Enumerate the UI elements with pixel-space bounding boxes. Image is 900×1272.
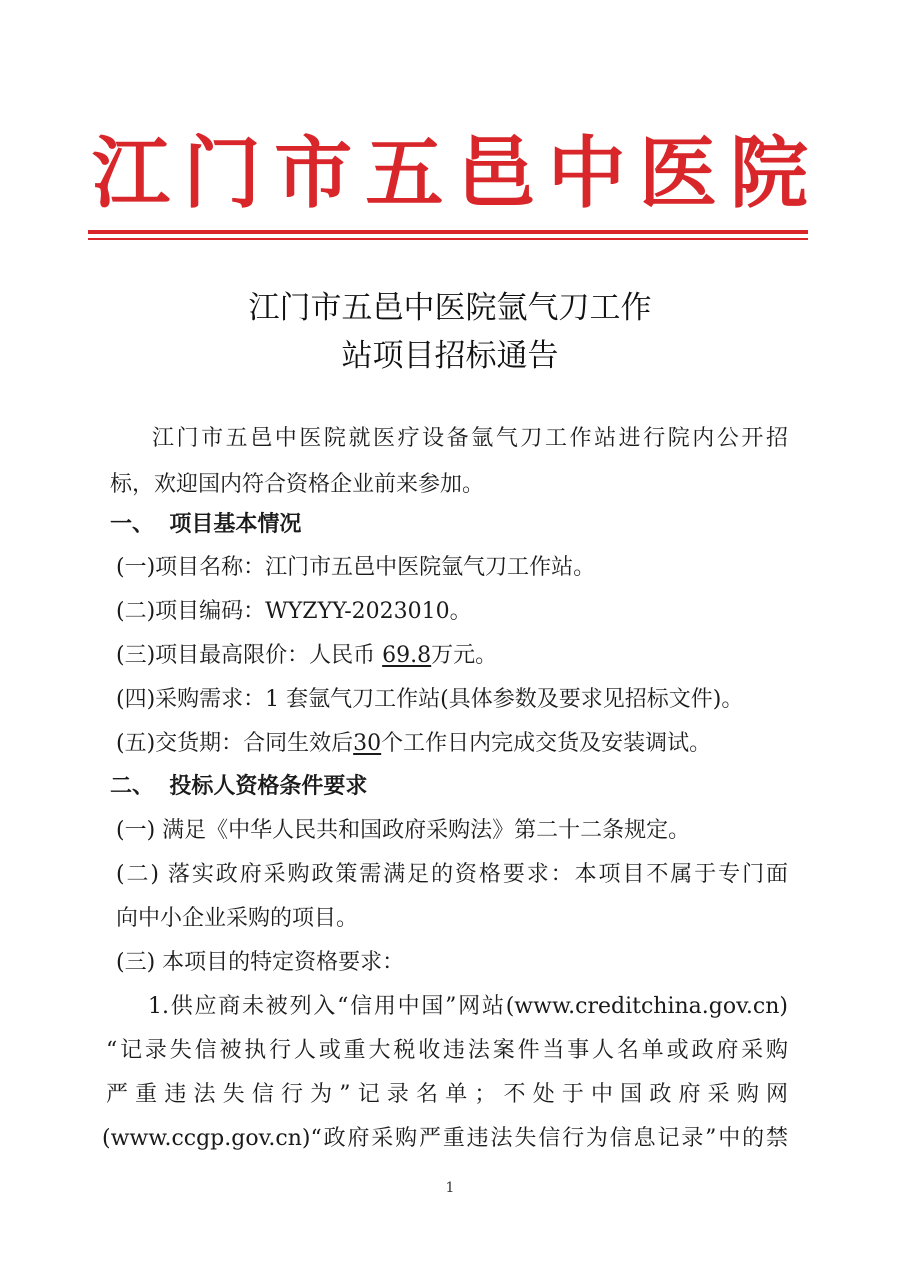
specific-req-line-3: 严重违法失信行为”记录名单；不处于中国政府采购网 [106, 1082, 788, 1107]
specific-req-line-2: “记录失信被执行人或重大税收违法案件当事人名单或政府采购 [106, 1038, 788, 1063]
delivery-rest: 个工作日内完成交货及安装调试。 [381, 731, 712, 756]
letterhead-char: 门 [183, 128, 262, 219]
letterhead-char: 江 [92, 128, 171, 219]
document-title-line-2: 站项目招标通告 [341, 338, 559, 374]
section1-item-code: (二)项目编码：WYZYY-2023010。 [116, 599, 472, 624]
section1-heading: 一、 项目基本情况 [110, 512, 302, 537]
letterhead-divider-thin [88, 238, 808, 240]
price-value: 69.8 [382, 643, 432, 668]
specific-req-line-4: (www.ccgp.gov.cn)“政府采购严重违法失信行为信息记录”中的禁 [102, 1126, 788, 1151]
section2-heading: 二、 投标人资格条件要求 [110, 774, 368, 799]
letterhead-divider-thick [88, 230, 808, 234]
letterhead-char: 五 [365, 128, 444, 219]
intro-line-2: 标，欢迎国内符合资格企业前来参加。 [110, 472, 485, 497]
section2-item-specific: (三) 本项目的特定资格要求： [116, 950, 405, 975]
page-number: 1 [445, 1180, 455, 1196]
letterhead-char: 中 [547, 128, 626, 219]
document-title-line-1: 江门市五邑中医院氩气刀工作 [248, 290, 652, 326]
section2-item-law: (一) 满足《中华人民共和国政府采购法》第二十二条规定。 [116, 818, 691, 843]
section1-item-requirement: (四)采购需求：1 套氩气刀工作站(具体参数及要求见招标文件)。 [116, 687, 744, 712]
letterhead-char: 院 [729, 128, 808, 219]
delivery-label: (五)交货期：合同生效后 [116, 731, 354, 756]
hospital-letterhead [92, 128, 808, 220]
specific-req-line-1: 1.供应商未被列入“信用中国”网站(www.creditchina.gov.cn) [148, 994, 788, 1019]
section2-item-policy-line-2: 向中小企业采购的项目。 [116, 906, 359, 931]
delivery-days: 30 [353, 731, 382, 756]
price-label: (三)项目最高限价：人民币 [116, 643, 383, 668]
letterhead-char: 医 [638, 128, 717, 219]
letterhead-char: 邑 [456, 128, 535, 219]
section1-item-delivery [116, 729, 711, 759]
section1-item-name: (一)项目名称：江门市五邑中医院氩气刀工作站。 [116, 555, 596, 580]
intro-line-1: 江门市五邑中医院就医疗设备氩气刀工作站进行院内公开招 [152, 426, 788, 451]
letterhead-char: 市 [274, 128, 353, 219]
price-unit: 万元。 [431, 643, 498, 668]
section2-item-policy-line-1: (二) 落实政府采购政策需满足的资格要求：本项目不属于专门面 [116, 862, 788, 887]
section1-item-price [116, 641, 497, 671]
